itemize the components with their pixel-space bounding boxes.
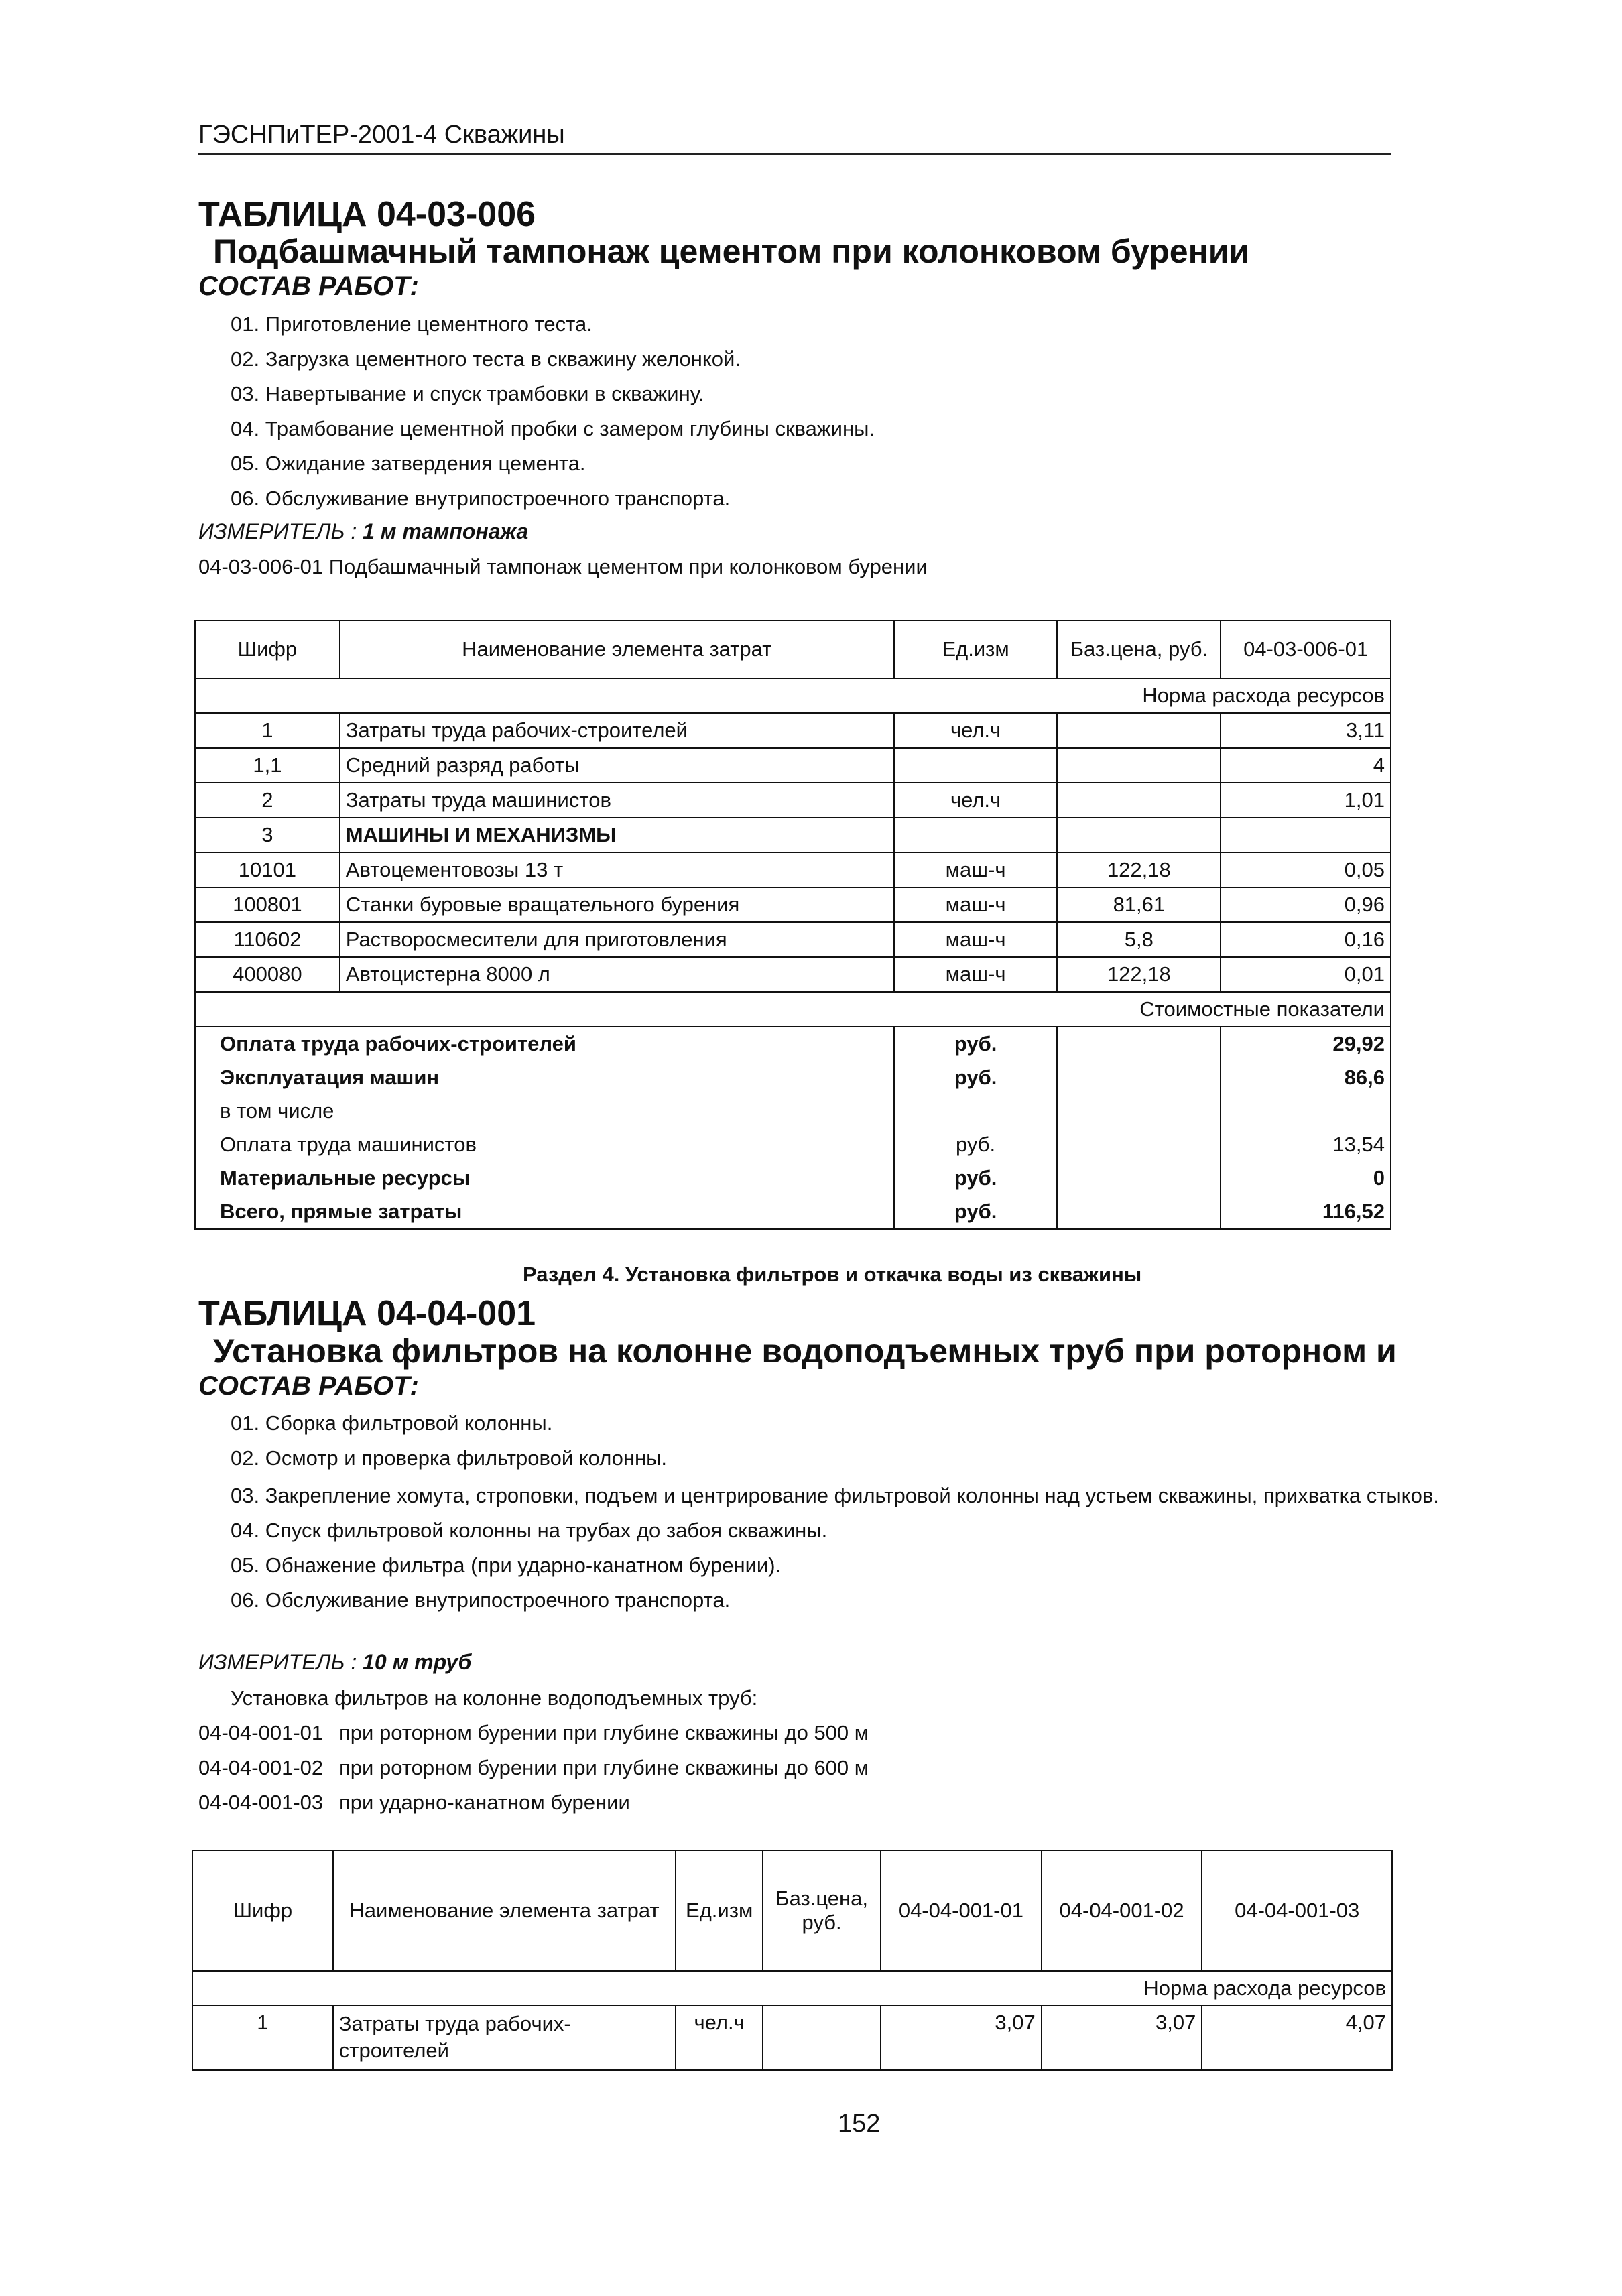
- code-text: Подбашмачный тампонаж цементом при колонковом бурении: [328, 555, 928, 578]
- table1-composition-label: СОСТАВ РАБОТ:: [198, 271, 419, 301]
- cost-row: [195, 1061, 1391, 1094]
- table1-code-line: [198, 555, 928, 579]
- cell-value: 0,96: [1221, 887, 1391, 922]
- table-row: [195, 818, 1391, 852]
- table2-composition-label: СОСТАВ РАБОТ:: [198, 1371, 419, 1401]
- cell-value: 3,11: [1221, 713, 1391, 748]
- cell-value: 4,07: [1202, 2006, 1392, 2070]
- cell-code: 1: [195, 713, 340, 748]
- col-header: Шифр: [192, 1850, 333, 1971]
- cost-empty: [1057, 1061, 1221, 1094]
- cost-name: Оплата труда рабочих-строителей: [195, 1027, 894, 1061]
- norm-label-row: [195, 678, 1391, 713]
- cell-code: 2: [195, 783, 340, 818]
- cell-code: 3: [195, 818, 340, 852]
- cell-unit: чел.ч: [676, 2006, 763, 2070]
- cell-price: [1057, 818, 1221, 852]
- table1-work-list: [231, 307, 1464, 516]
- col-header: Баз.цена, руб.: [1057, 621, 1221, 678]
- cost-value: 29,92: [1221, 1027, 1391, 1061]
- cell-name: МАШИНЫ И МЕХАНИЗМЫ: [340, 818, 894, 852]
- cell-price: [1057, 748, 1221, 783]
- cell-name: Станки буровые вращательного бурения: [340, 887, 894, 922]
- cost-name: Эксплуатация машин: [195, 1061, 894, 1094]
- code-text: при роторном бурении при глубине скважины до 600 м: [339, 1756, 869, 1779]
- code-text: при роторном бурении при глубине скважины до 500 м: [339, 1721, 869, 1744]
- work-item: 04. Спуск фильтровой колонны на трубах до забоя скважины.: [231, 1519, 828, 1542]
- cost-value: 86,6: [1221, 1061, 1391, 1094]
- table2-work-list: [231, 1406, 1471, 1618]
- table-row: [192, 2006, 1392, 2070]
- table1-id: ТАБЛИЦА 04-03-006: [198, 195, 536, 234]
- cell-price: 122,18: [1057, 852, 1221, 887]
- cell-unit: [894, 748, 1058, 783]
- cell-code: 1: [192, 2006, 333, 2070]
- cell-value: 0,16: [1221, 922, 1391, 957]
- cost-value: [1221, 1094, 1391, 1128]
- running-header: ГЭСНПиТЕР-2001-4 Скважины: [198, 121, 1391, 155]
- work-item: 03. Закрепление хомута, строповки, подъем и центрирование фильтровой колонны над устьем скважины, прихватка стыков.: [231, 1484, 1439, 1507]
- cell-name: Автоцементовозы 13 т: [340, 852, 894, 887]
- cell-price: [1057, 713, 1221, 748]
- table-row: [195, 783, 1391, 818]
- cost-unit: руб.: [894, 1128, 1058, 1161]
- table2-code-line: [198, 1791, 630, 1815]
- cell-value: 4: [1221, 748, 1391, 783]
- col-header: 04-03-006-01: [1221, 621, 1391, 678]
- code: 04-04-001-02: [198, 1756, 324, 1779]
- cell-price: 5,8: [1057, 922, 1221, 957]
- cell-value: 3,07: [1042, 2006, 1202, 2070]
- cell-price: 122,18: [1057, 957, 1221, 992]
- code-text: при ударно-канатном бурении: [339, 1791, 630, 1814]
- table2-meter: [198, 1650, 471, 1675]
- cell-name: Средний разряд работы: [340, 748, 894, 783]
- table-row: [195, 922, 1391, 957]
- col-header: 04-04-001-03: [1202, 1850, 1392, 1971]
- norm-label: Норма расхода ресурсов: [192, 1971, 1392, 2006]
- code: 04-03-006-01: [198, 555, 324, 578]
- cell-code: 10101: [195, 852, 340, 887]
- work-item: 05. Ожидание затвердения цемента.: [231, 452, 586, 475]
- cost-empty: [1057, 1195, 1221, 1229]
- work-item: 02. Осмотр и проверка фильтровой колонны.: [231, 1446, 668, 1470]
- col-header: 04-04-001-01: [881, 1850, 1042, 1971]
- meter-value: 1 м тампонажа: [363, 519, 529, 544]
- table2-resource-table: [192, 1850, 1393, 2071]
- cell-value: 3,07: [881, 2006, 1042, 2070]
- table2-intro: Установка фильтров на колонне водоподъемных труб:: [231, 1686, 758, 1710]
- cost-name: Всего, прямые затраты: [195, 1195, 894, 1229]
- cost-value: 116,52: [1221, 1195, 1391, 1229]
- cost-label-row: [195, 992, 1391, 1027]
- cell-unit: маш-ч: [894, 957, 1058, 992]
- cell-unit: чел.ч: [894, 713, 1058, 748]
- cell-unit: чел.ч: [894, 783, 1058, 818]
- code: 04-04-001-01: [198, 1721, 324, 1744]
- cell-price: [1057, 783, 1221, 818]
- cost-unit: [894, 1094, 1058, 1128]
- cell-name: Растворосмесители для приготовления: [340, 922, 894, 957]
- table-row: [195, 887, 1391, 922]
- table-row: [195, 852, 1391, 887]
- work-item: 03. Навертывание и спуск трамбовки в скважину.: [231, 382, 704, 405]
- code: 04-04-001-03: [198, 1791, 324, 1814]
- section-title: Раздел 4. Установка фильтров и откачка воды из скважины: [523, 1263, 1142, 1286]
- cost-unit: руб.: [894, 1161, 1058, 1195]
- cost-unit: руб.: [894, 1061, 1058, 1094]
- cost-name: Оплата труда машинистов: [195, 1128, 894, 1161]
- work-item: 01. Сборка фильтровой колонны.: [231, 1411, 553, 1435]
- table-row: [195, 957, 1391, 992]
- cost-row: [195, 1161, 1391, 1195]
- cost-row: [195, 1027, 1391, 1061]
- table-row: [195, 748, 1391, 783]
- col-header: Наименование элемента затрат: [333, 1850, 676, 1971]
- table2-code-line: [198, 1721, 869, 1745]
- cell-code: 110602: [195, 922, 340, 957]
- cell-name: Затраты труда рабочих-строителей: [333, 2006, 676, 2070]
- cost-empty: [1057, 1128, 1221, 1161]
- table1-title: Подбашмачный тампонаж цементом при колонковом бурении: [213, 233, 1250, 270]
- cell-code: 400080: [195, 957, 340, 992]
- col-header: Ед.изм: [676, 1850, 763, 1971]
- cell-value: 0,05: [1221, 852, 1391, 887]
- cell-code: 100801: [195, 887, 340, 922]
- cost-empty: [1057, 1094, 1221, 1128]
- cell-unit: [894, 818, 1058, 852]
- cost-row: [195, 1128, 1391, 1161]
- work-item: 06. Обслуживание внутрипостроечного транспорта.: [231, 487, 731, 510]
- table-row: [195, 713, 1391, 748]
- meter-value: 10 м труб: [363, 1650, 472, 1674]
- col-header: Шифр: [195, 621, 340, 678]
- norm-label: Норма расхода ресурсов: [195, 678, 1391, 713]
- cell-name: Затраты труда рабочих-строителей: [340, 713, 894, 748]
- col-header: Наименование элемента затрат: [340, 621, 894, 678]
- cell-price: [763, 2006, 881, 2070]
- work-item: 06. Обслуживание внутрипостроечного транспорта.: [231, 1588, 731, 1612]
- work-item: 04. Трамбование цементной пробки с замером глубины скважины.: [231, 417, 875, 440]
- col-header: Ед.изм: [894, 621, 1058, 678]
- cost-unit: руб.: [894, 1195, 1058, 1229]
- cost-name: в том числе: [195, 1094, 894, 1128]
- table-header-row: [195, 621, 1391, 678]
- table2-id: ТАБЛИЦА 04-04-001: [198, 1294, 536, 1333]
- page-number: 152: [838, 2110, 881, 2138]
- cell-code: 1,1: [195, 748, 340, 783]
- cost-label: Стоимостные показатели: [195, 992, 1391, 1027]
- cost-empty: [1057, 1027, 1221, 1061]
- cost-row: [195, 1195, 1391, 1229]
- col-header: 04-04-001-02: [1042, 1850, 1202, 1971]
- cell-unit: маш-ч: [894, 852, 1058, 887]
- cell-name: Затраты труда машинистов: [340, 783, 894, 818]
- cell-unit: маш-ч: [894, 922, 1058, 957]
- cost-unit: руб.: [894, 1027, 1058, 1061]
- table2-title: Установка фильтров на колонне водоподъемных труб при роторном и: [213, 1332, 1397, 1370]
- cost-value: 0: [1221, 1161, 1391, 1195]
- cost-name: Материальные ресурсы: [195, 1161, 894, 1195]
- cell-price: 81,61: [1057, 887, 1221, 922]
- meter-label: ИЗМЕРИТЕЛЬ :: [198, 1650, 357, 1674]
- cost-empty: [1057, 1161, 1221, 1195]
- work-item: 02. Загрузка цементного теста в скважину желонкой.: [231, 347, 741, 371]
- table-header-row: [192, 1850, 1392, 1971]
- cost-value: 13,54: [1221, 1128, 1391, 1161]
- cell-unit: маш-ч: [894, 887, 1058, 922]
- cell-value: 0,01: [1221, 957, 1391, 992]
- table1-meter: [198, 519, 528, 544]
- work-item: 05. Обнажение фильтра (при ударно-канатном бурении).: [231, 1553, 782, 1577]
- norm-label-row: [192, 1971, 1392, 2006]
- cell-value: [1221, 818, 1391, 852]
- col-header: Баз.цена, руб.: [763, 1850, 881, 1971]
- table1-resource-table: [194, 620, 1391, 1230]
- cost-row: [195, 1094, 1391, 1128]
- table2-code-line: [198, 1756, 869, 1780]
- meter-label: ИЗМЕРИТЕЛЬ :: [198, 519, 357, 544]
- cell-name: Автоцистерна 8000 л: [340, 957, 894, 992]
- work-item: 01. Приготовление цементного теста.: [231, 312, 592, 336]
- cell-value: 1,01: [1221, 783, 1391, 818]
